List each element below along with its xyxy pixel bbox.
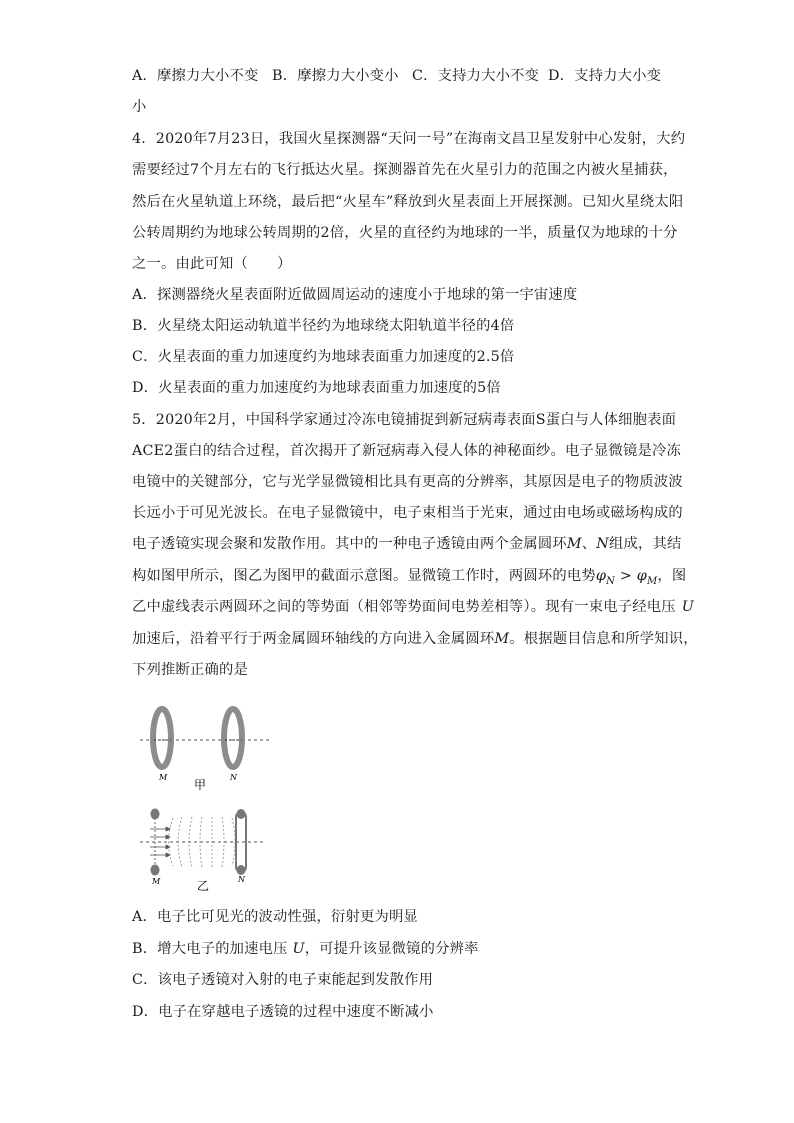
q5-option-c: C．该电子透镜对入射的电子束能起到发散作用: [132, 972, 434, 988]
q5-stem-line: 长远小于可见光波长。在电子显微镜中，电子束相当于光束，通过由电场或磁场构成的: [132, 505, 683, 521]
q4-stem-line: 需要经过7个月左右的飞行抵达火星。探测器首先在火星引力的范围之内被火星捕获，: [132, 162, 678, 178]
var-m: M: [494, 631, 510, 647]
ring-m: [153, 709, 171, 767]
phi-m: φ: [636, 568, 647, 584]
q5-stem-line: 加速后，沿着平行于两金属圆环轴线的方向进入金属圆环M。根据题目信息和所学知识，: [132, 631, 698, 647]
figure-jia: [140, 702, 270, 797]
ring-n: [224, 709, 242, 767]
q4-stem-line: 之一。由此可知（ ）: [132, 256, 292, 272]
q4-option-c: C．火星表面的重力加速度约为地球表面重力加速度的2.5倍: [132, 349, 515, 365]
q3-options-row: [132, 66, 662, 86]
label-n: N: [230, 773, 237, 782]
label-m: M: [152, 877, 161, 886]
q3-option-c: C．支持力大小不变: [412, 68, 540, 84]
q4-stem-line: 然后在火星轨道上环绕，最后把“火星车”释放到火星表面上开展探测。已知火星绕太阳: [132, 194, 684, 210]
q4-option-b: B．火星绕太阳运动轨道半径约为地球绕太阳轨道半径的4倍: [132, 318, 515, 334]
q5-stem-line: 电子透镜实现会聚和发散作用。其中的一种电子透镜由两个金属圆环M、N组成，其结: [132, 536, 682, 552]
var-u: U: [292, 941, 305, 957]
caption-jia: 甲: [194, 778, 207, 792]
q5-stem-line: ACE2蛋白的结合过程，首次揭开了新冠病毒入侵人体的神秘面纱。电子显微镜是冷冻: [132, 443, 681, 459]
caption-yi: 乙: [197, 879, 210, 893]
label-m: M: [159, 773, 168, 782]
var-m: M: [566, 536, 582, 552]
q5-stem-line: 乙中虚线表示两圆环之间的等势面（相邻等势面间电势差相等）。现有一束电子经电压 U: [132, 599, 694, 615]
q5-option-d: D．电子在穿越电子透镜的过程中速度不断减小: [132, 1004, 434, 1020]
phi-n: φ: [595, 568, 607, 584]
q5-option-a: A．电子比可见光的波动性强，衍射更为明显: [132, 909, 418, 925]
q4-option-a: A．探测器绕火星表面附近做圆周运动的速度小于地球的第一宇宙速度: [132, 287, 578, 303]
q3-option-d: D．支持力大小变: [548, 68, 662, 84]
ring-m-top: [151, 809, 160, 820]
q4-option-d: D．火星表面的重力加速度约为地球表面重力加速度的5倍: [132, 380, 501, 396]
label-n: N: [238, 875, 245, 884]
q3-option-d-wrap: 小: [132, 99, 147, 115]
q5-stem-line: 5．2020年2月，中国科学家通过冷冻电镜捕捉到新冠病毒表面S蛋白与人体细胞表面: [132, 412, 677, 428]
q4-stem-line: 公转周期约为地球公转周期的2倍，火星的直径约为地球的一半，质量仅为地球的十分: [132, 225, 678, 241]
q3-option-a: A．摩擦力大小不变: [132, 68, 259, 84]
q5-stem-line: 电镜中的关键部分，它与光学显微镜相比具有更高的分辨率，其原因是电子的物质波波: [132, 474, 683, 490]
q5-option-b: B．增大电子的加速电压 U，可提升该显微镜的分辨率: [132, 941, 479, 957]
ring-m-bottom: [151, 865, 160, 876]
var-n: N: [596, 536, 609, 552]
figure-yi: [140, 808, 270, 893]
q5-stem-line: 构如图甲所示，图乙为图甲的截面示意图。显微镜工作时，两圆环的电势$\varphi_N > \varphi_M$，图: [132, 568, 687, 587]
var-u: U: [681, 599, 694, 615]
q4-stem-line: 4．2020年7月23日，我国火星探测器“天问一号”在海南文昌卫星发射中心发射，大约: [132, 131, 686, 147]
q3-option-b: B．摩擦力大小变小: [272, 68, 399, 84]
q5-stem-line: 下列推断正确的是: [132, 662, 248, 678]
